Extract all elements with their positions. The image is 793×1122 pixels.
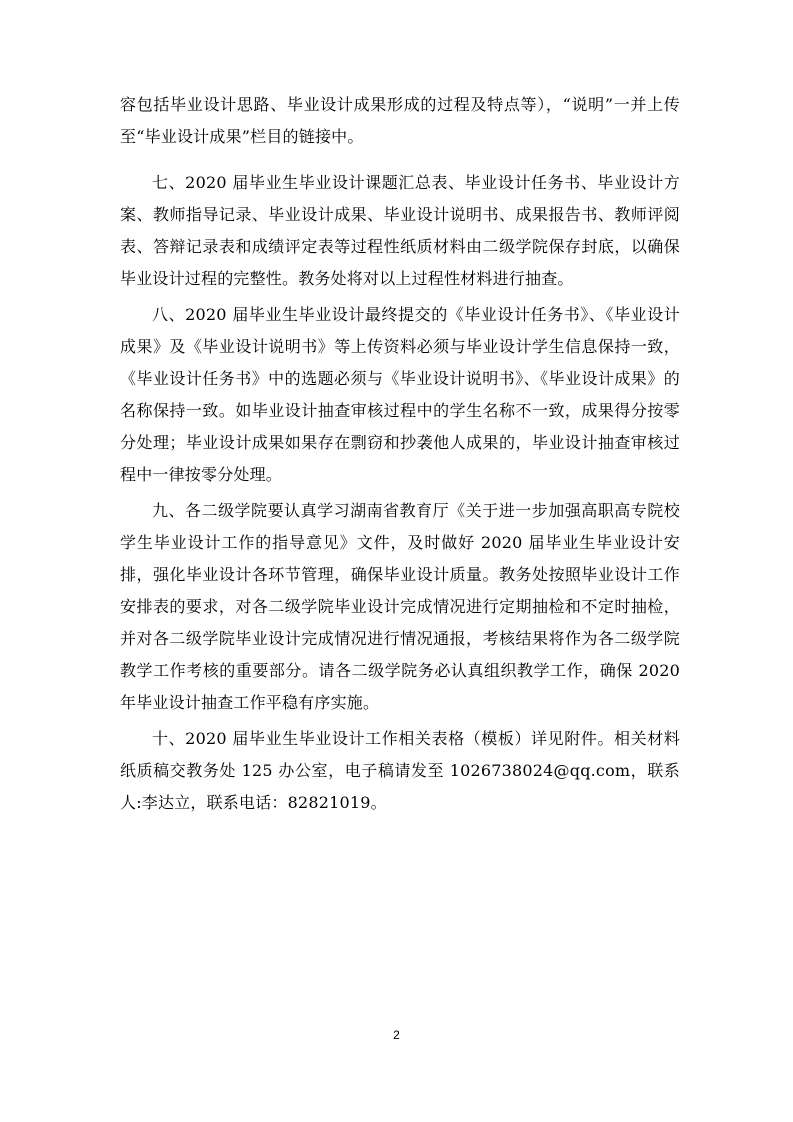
page-number: 2 [393,1028,400,1042]
paragraph-item-9: 九、各二级学院要认真学习湖南省教育厅《关于进一步加强高职高专院校学生毕业设计工作的指导意见》文件，及时做好 2020 届毕业生毕业设计安排，强化毕业设计各环节管理，确保毕业设计质量。教务处按照毕业设计工作安排表的要求，对各二级学院毕业设计完成情况进行定期抽检和不定时抽检，并对各二级学院毕业设计完成情况进行情况通报，考核结果将作为各二级学院教学工作考核的重要部分。请各二级学院务必认真组织教学工作，确保 2020 年毕业设计抽查工作平稳有序实施。 [120,501,680,712]
paragraph-item-8: 八、2020 届毕业生毕业设计最终提交的《毕业设计任务书》、《毕业设计成果》及《毕业设计说明书》等上传资料必须与毕业设计学生信息保持一致，《毕业设计任务书》中的选题必须与《毕业设计说明书》、《毕业设计成果》的名称保持一致。如毕业设计抽查审核过程中的学生名称不一致，成果得分按零分处理；毕业设计成果如果存在剽窃和抄袭他人成果的，毕业设计抽查审核过程中一律按零分处理。 [120,305,680,484]
paragraph-item-10: 十、2020 届毕业生毕业设计工作相关表格（模板）详见附件。相关材料纸质稿交教务处 125 办公室，电子稿请发至 1026738024@qq.com，联系人:李达立，联系电话：82821019。 [120,729,680,812]
document-body [120,89,680,819]
paragraph-continuation: 容包括毕业设计思路、毕业设计成果形成的过程及特点等），“说明”一并上传至“毕业设计成果”栏目的链接中。 [120,95,680,146]
paragraph-item-7: 七、2020 届毕业生毕业设计课题汇总表、毕业设计任务书、毕业设计方案、教师指导记录、毕业设计成果、毕业设计说明书、成果报告书、教师评阅表、答辩记录表和成绩评定表等过程性纸质材料由二级学院保存封底，以确保毕业设计过程的完整性。教务处将对以上过程性材料进行抽查。 [120,173,680,288]
